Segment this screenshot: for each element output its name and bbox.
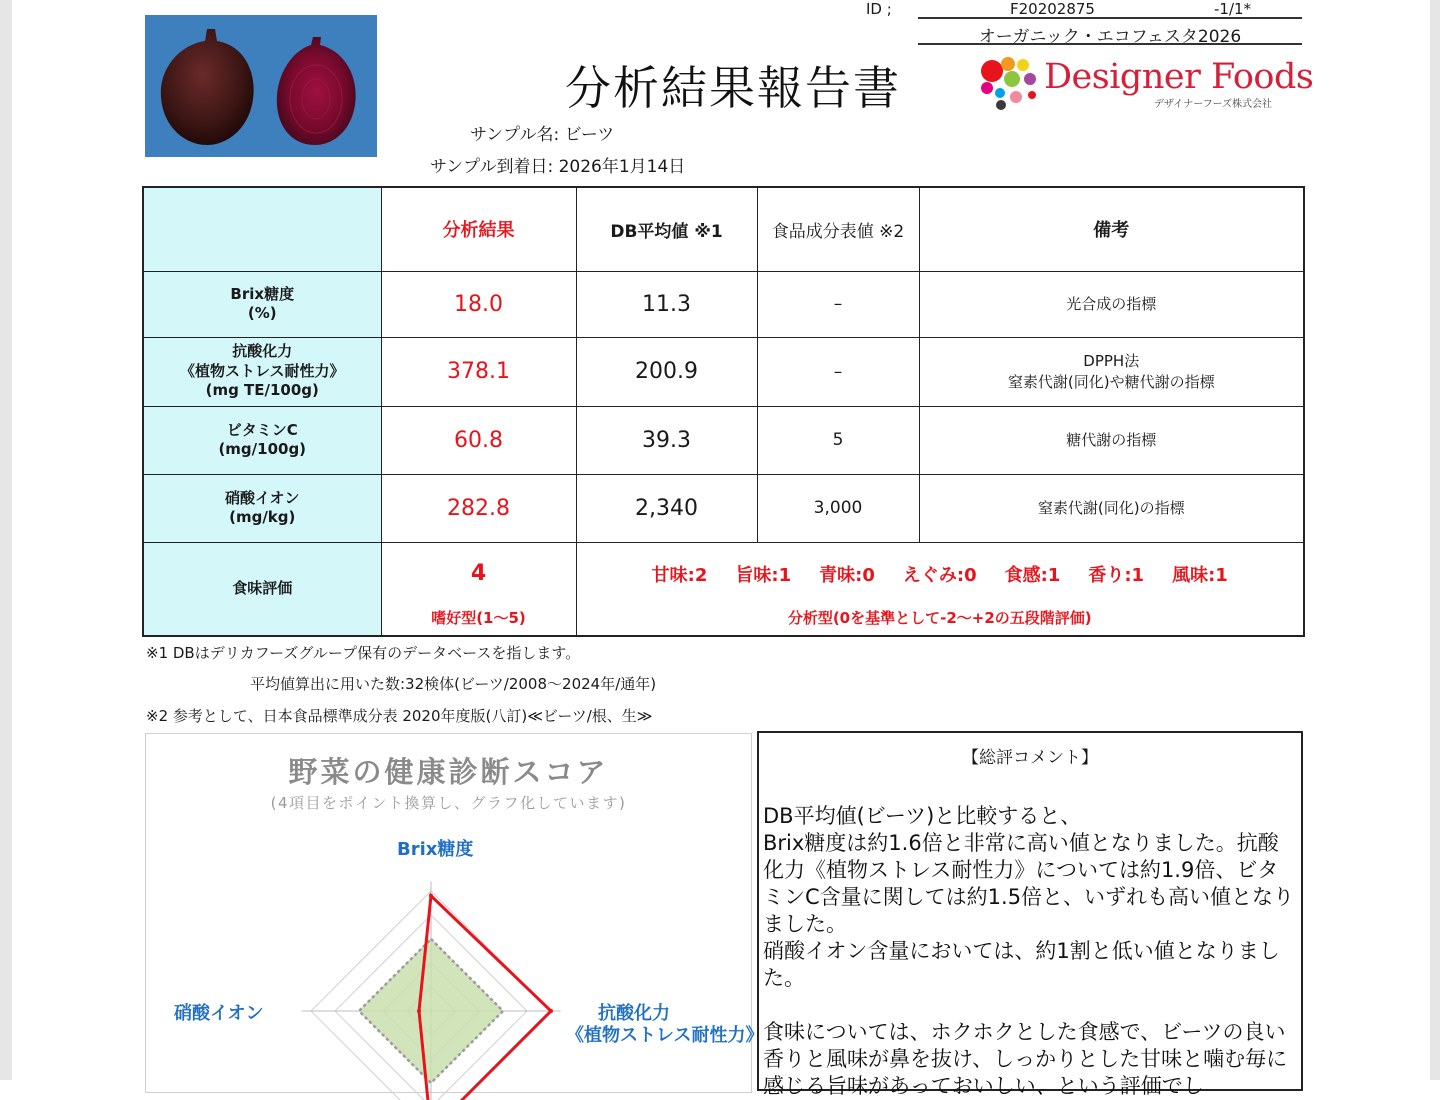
row-unit: (mg TE/100g): [205, 381, 319, 400]
id-label: ID ;: [866, 0, 892, 18]
col-header-result: 分析結果: [381, 187, 576, 271]
remark-text: DPPH法: [1083, 351, 1140, 370]
logo-subtitle: デザイナーフーズ株式会社: [1154, 99, 1272, 110]
footnote-1: ※1 DBはデリカフーズグループ保有のデータベースを指します。: [146, 644, 581, 662]
food-table-value: –: [757, 337, 919, 406]
taste-score-note: 嗜好型(1〜5): [431, 609, 526, 627]
table-row: [143, 474, 1304, 542]
remark-cell: [919, 406, 1304, 474]
comment-body: [763, 803, 1297, 1100]
table-row: [143, 406, 1304, 474]
axis-label-antioxidant: 抗酸化力: [598, 1003, 670, 1024]
sample-name: サンプル名: ビーツ: [470, 125, 615, 145]
row-label-text: 硝酸イオン: [224, 488, 300, 507]
taste-item-flavor: 風味:1: [1172, 564, 1228, 586]
row-unit: (mg/100g): [218, 440, 307, 458]
remark-text: 糖代謝の指標: [1066, 430, 1157, 449]
db-average-value: 11.3: [576, 271, 757, 337]
comment-paragraph: 硝酸イオン含量においては、約1割と低い値となりました。: [763, 939, 1280, 990]
row-unit: (mg/kg): [229, 508, 296, 526]
row-label-antioxidant: [143, 337, 381, 406]
taste-item-texture: 食感:1: [1004, 564, 1061, 586]
summary-comment-box: [757, 731, 1303, 1098]
result-value: 18.0: [381, 271, 576, 337]
taste-item-green: 青味:0: [819, 564, 875, 586]
chart-title: 野菜の健康診断スコア: [288, 755, 609, 789]
col-header-remarks: 備考: [919, 187, 1304, 271]
designer-foods-logo: [978, 55, 1314, 111]
taste-score-cell: [381, 542, 576, 636]
radar-point-sample: [417, 1009, 421, 1013]
radar-point-sample: [429, 894, 433, 898]
db-average-value: 39.3: [576, 406, 757, 474]
axis-label-nitrate: 硝酸イオン: [174, 1003, 264, 1024]
row-label-text: Brix糖度: [230, 284, 295, 303]
taste-item-aroma: 香り:1: [1088, 564, 1145, 586]
row-label-taste: 食味評価: [143, 542, 381, 636]
taste-score: 4: [470, 560, 487, 586]
row-label-nitrate: [143, 474, 381, 542]
remark-text: 窒素代謝(同化)の指標: [1037, 498, 1185, 517]
taste-row: [143, 542, 1304, 636]
footnote-2: ※2 参考として、日本食品標準成分表 2020年度版(八訂)≪ビーツ/根、生≫: [146, 707, 653, 725]
results-table: [142, 186, 1305, 637]
page-edge-right: [1430, 0, 1440, 1080]
row-label-text: 抗酸化力: [232, 342, 293, 361]
comment-paragraph: Brix糖度は約1.6倍と非常に高い値となりました。抗酸化力《植物ストレス耐性力》については約1.9倍、ビタミンC含量に関しては約1.5倍と、いずれも高い値となりました。: [763, 831, 1295, 936]
table-row: [143, 271, 1304, 337]
db-average-value: 2,340: [576, 474, 757, 542]
taste-item-sweetness: 甘味:2: [651, 564, 708, 586]
col-header-db-average: DB平均値 ※1: [576, 187, 757, 271]
event-name: オーガニック・エコフェスタ2026: [918, 22, 1302, 45]
row-label-text-2: 《植物ストレス耐性力》: [179, 361, 345, 380]
result-value: 378.1: [381, 337, 576, 406]
row-label-vitamin-c: [143, 406, 381, 474]
axis-label-antioxidant-2: 《植物ストレス耐性力》: [566, 1025, 764, 1046]
taste-item-harshness: えぐみ:0: [902, 564, 977, 586]
radar-point-sample: [549, 1009, 553, 1013]
axis-label-brix: Brix糖度: [397, 839, 474, 860]
col-header-food-table: 食品成分表値 ※2: [757, 187, 919, 271]
remark-text-2: 窒素代謝(同化)や糖代謝の指標: [1007, 372, 1215, 391]
remark-cell: [919, 271, 1304, 337]
comment-paragraph: DB平均値(ビーツ)と比較すると、: [763, 804, 1082, 828]
table-row: [143, 337, 1304, 406]
chart-subtitle: (4項目をポイント換算し、グラフ化しています): [270, 794, 627, 812]
page-edge-left: [0, 0, 12, 1080]
comment-paragraph: [763, 992, 1297, 1019]
remark-text: 光合成の指標: [1066, 294, 1157, 313]
radar-plot: [146, 734, 753, 1094]
corner-cell: [143, 187, 381, 271]
arrival-date: サンプル到着日: 2026年1月14日: [430, 157, 686, 177]
comment-paragraph: 食味については、ホクホクとした食感で、ビーツの良い香りと風味が鼻を抜け、しっかりとした甘味と噛む毎に感じる旨味があっておいしい、という評価でし: [763, 1020, 1288, 1098]
health-score-chart: [145, 733, 764, 1093]
id-value-line: [918, 0, 1302, 19]
sample-photo: [145, 15, 377, 157]
food-table-value: 3,000: [757, 474, 919, 542]
row-label-text: ビタミンC: [226, 420, 298, 439]
logo-name: Designer Foods: [1044, 57, 1314, 97]
db-average-value: 200.9: [576, 337, 757, 406]
taste-items-note: 分析型(0を基準として-2〜+2の五段階評価): [787, 609, 1092, 627]
result-value: 60.8: [381, 406, 576, 474]
taste-items-cell: [576, 542, 1304, 636]
report-id: F20202875: [1010, 0, 1095, 18]
remark-cell: [919, 474, 1304, 542]
comment-heading: 【総評コメント】: [962, 748, 1098, 768]
taste-items: [577, 561, 1304, 587]
table-header-row: [143, 187, 1304, 271]
footnote-1b: 平均値算出に用いた数:32検体(ビーツ/2008〜2024年/通年): [250, 675, 657, 693]
radar-series-db-average: [359, 939, 503, 1083]
logo-dots-icon: [978, 55, 1042, 111]
remark-cell: [919, 337, 1304, 406]
report-title: 分析結果報告書: [565, 61, 901, 115]
food-table-value: –: [757, 271, 919, 337]
page-indicator: -1/1*: [1214, 0, 1252, 18]
food-table-value: 5: [757, 406, 919, 474]
row-unit: (%): [247, 304, 277, 322]
row-label-brix: [143, 271, 381, 337]
result-value: 282.8: [381, 474, 576, 542]
taste-item-umami: 旨味:1: [735, 564, 792, 586]
